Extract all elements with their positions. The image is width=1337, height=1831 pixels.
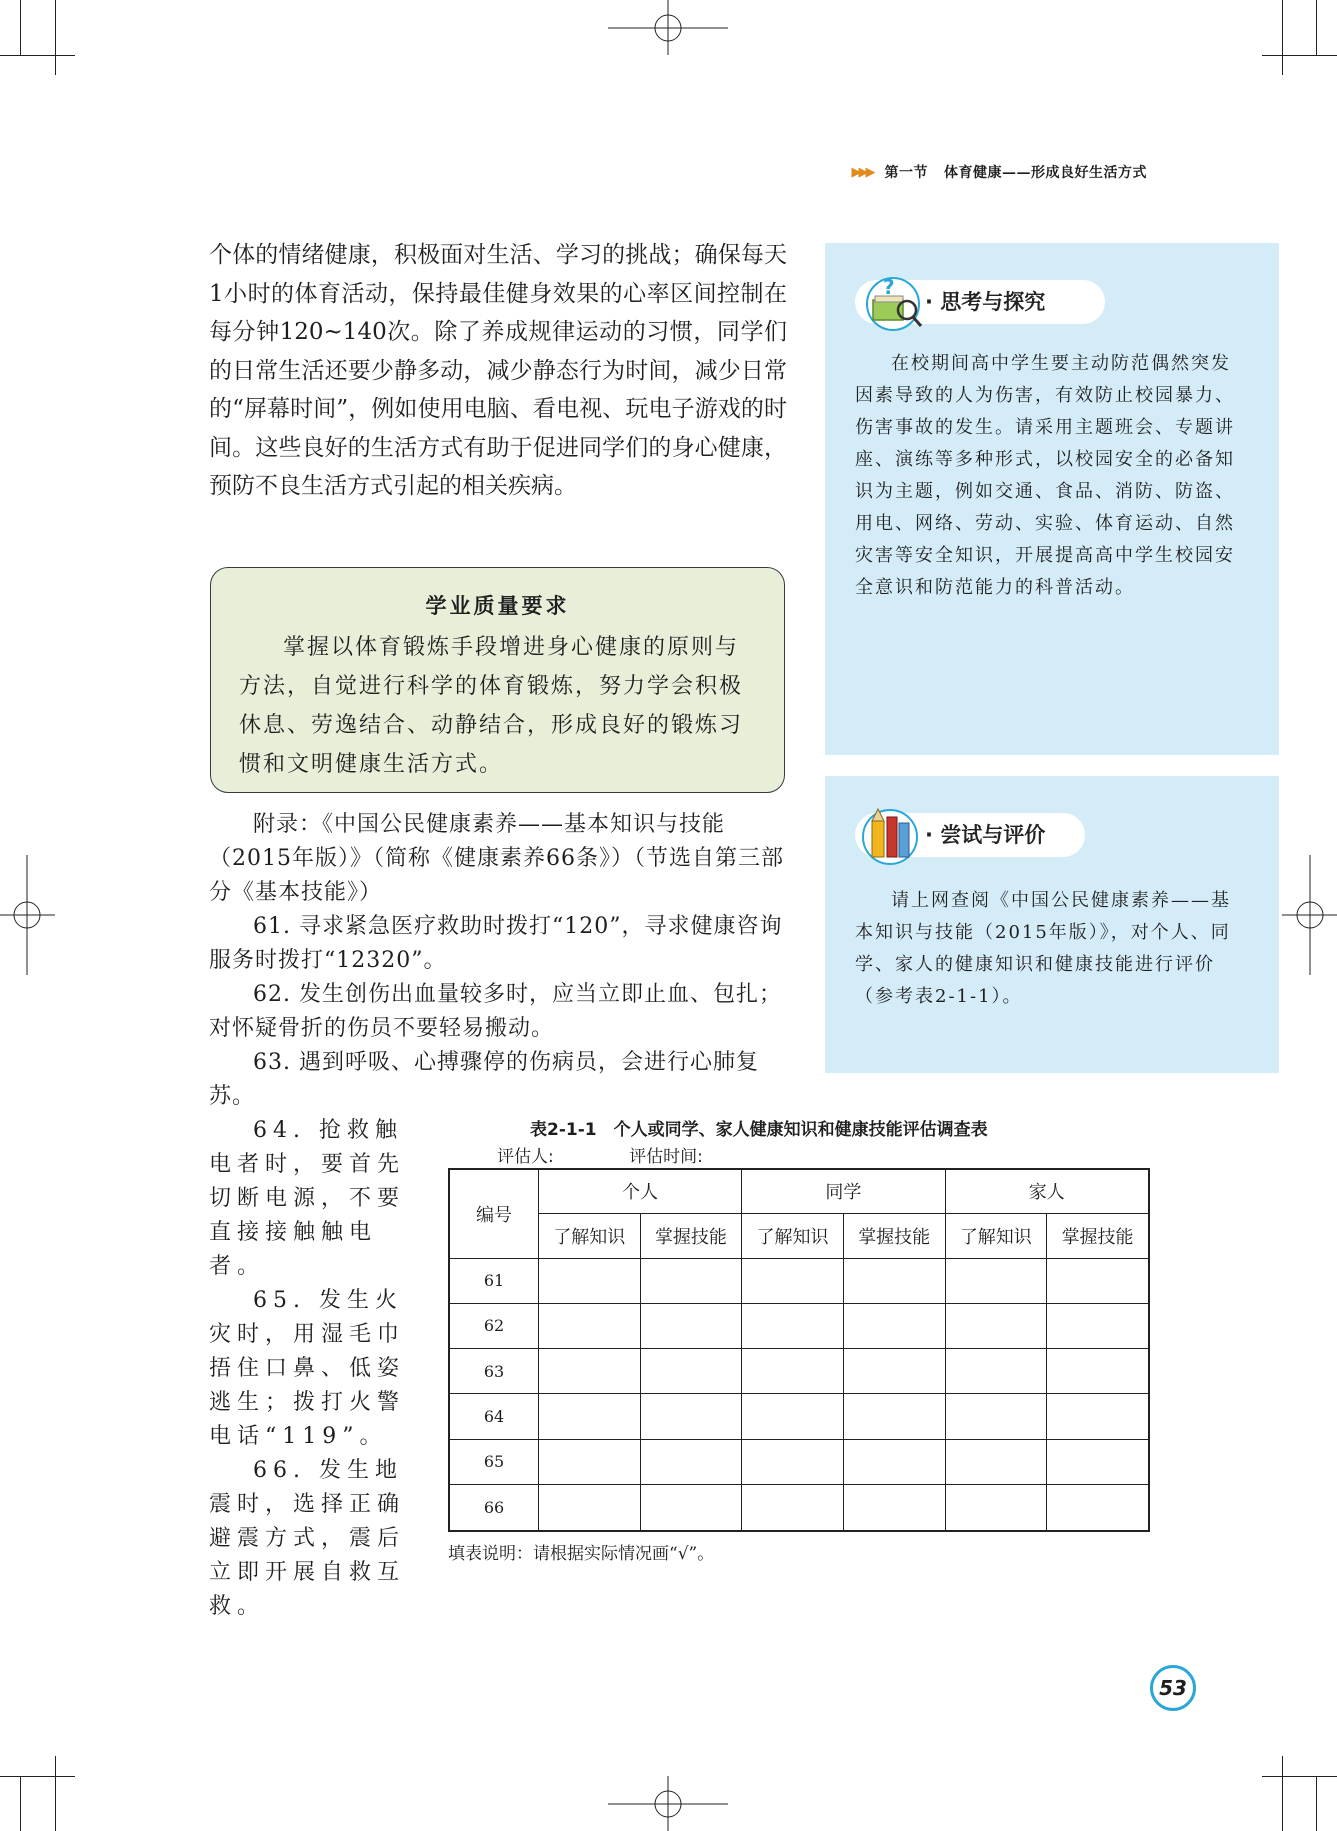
table-cell[interactable] (945, 1349, 1047, 1394)
think-box-title: · 思考与探究 (925, 290, 1046, 314)
table-cell[interactable] (1047, 1349, 1149, 1394)
table-cell[interactable] (640, 1349, 742, 1394)
table-note: 填表说明：请根据实际情况画“√”。 (448, 1544, 715, 1564)
table-cell[interactable] (539, 1439, 641, 1484)
try-box-title: · 尝试与评价 (925, 823, 1046, 847)
table-cell[interactable] (539, 1349, 641, 1394)
group-header-self: 个人 (539, 1169, 742, 1213)
table-cell[interactable] (945, 1394, 1047, 1439)
crop-mark (20, 1776, 21, 1831)
table-cell[interactable] (539, 1484, 641, 1531)
table-cell[interactable] (539, 1258, 641, 1303)
group-header-family: 家人 (945, 1169, 1149, 1213)
table-row (449, 1349, 1149, 1394)
subheader-knowledge: 了解知识 (539, 1213, 641, 1258)
table-row (449, 1439, 1149, 1484)
quality-box-title: 学业质量要求 (425, 594, 570, 618)
table-cell[interactable] (843, 1349, 945, 1394)
table-cell[interactable] (640, 1484, 742, 1531)
crop-mark (0, 55, 75, 56)
triple-arrow-icon: ▶▶▶ (851, 164, 873, 180)
evaluation-meta (497, 1142, 703, 1167)
row-id: 65 (449, 1439, 539, 1484)
table-cell[interactable] (843, 1439, 945, 1484)
table-row (449, 1258, 1149, 1303)
crop-mark (1316, 1776, 1317, 1831)
row-id: 63 (449, 1349, 539, 1394)
registration-mark (1277, 855, 1337, 975)
crop-mark (1316, 0, 1317, 55)
try-box-header (825, 801, 1279, 871)
svg-text:?: ? (883, 275, 895, 299)
table-title: 表2-1-1 个人或同学、家人健康知识和健康技能评估调查表 (530, 1120, 988, 1140)
table-cell[interactable] (945, 1258, 1047, 1303)
header-title: 体育健康——形成良好生活方式 (944, 165, 1147, 181)
magnifier-book-icon (855, 270, 925, 340)
crop-mark (55, 0, 56, 75)
body-text (209, 236, 787, 506)
crop-mark (1262, 1776, 1337, 1777)
crop-mark (20, 0, 21, 55)
table-cell[interactable] (742, 1258, 844, 1303)
appendix-item-65: 65. 发生火灾时，用湿毛巾捂住口鼻、低姿逃生；拨打火警电话“119”。 (209, 1288, 406, 1449)
row-id: 62 (449, 1303, 539, 1348)
row-id: 61 (449, 1258, 539, 1303)
table-cell[interactable] (742, 1394, 844, 1439)
quality-box-body: 掌握以体育锻炼手段增进身心健康的原则与方法，自觉进行科学的体育锻炼，努力学会积极休息、劳逸结合、动静结合，形成良好的锻炼习惯和文明健康生活方式。 (239, 635, 744, 777)
try-evaluate-box (825, 776, 1279, 1073)
table-cell[interactable] (539, 1303, 641, 1348)
crop-mark (55, 1756, 56, 1831)
crop-mark (1262, 55, 1337, 56)
table-cell[interactable] (539, 1394, 641, 1439)
crop-mark (1282, 0, 1283, 75)
health-evaluation-table (448, 1168, 1150, 1532)
think-box-header (825, 268, 1279, 338)
subheader-skill: 掌握技能 (843, 1213, 945, 1258)
table-cell[interactable] (1047, 1303, 1149, 1348)
table-cell[interactable] (742, 1439, 844, 1484)
body-paragraph: 个体的情绪健康，积极面对生活、学习的挑战；确保每天1小时的体育活动，保持最佳健身效果的心率区间控制在每分钟120~140次。除了养成规律运动的习惯，同学们的日常生活还要少静多动，减少静态行为时间，减少日常的“屏幕时间”，例如使用电脑、看电视、玩电子游戏的时间。这些良好的生活方式有助于促进同学们的身心健康，预防不良生活方式引起的相关疾病。 (209, 242, 787, 499)
running-header (852, 162, 1148, 182)
table-cell[interactable] (945, 1439, 1047, 1484)
appendix-item-61: 61. 寻求紧急医疗救助时拨打“120”，寻求健康咨询服务时拨打“12320”。 (209, 914, 783, 973)
subheader-knowledge: 了解知识 (945, 1213, 1047, 1258)
appendix-item-66: 66. 发生地震时，选择正确避震方式，震后立即开展自救互救。 (209, 1458, 406, 1619)
subheader-skill: 掌握技能 (1047, 1213, 1149, 1258)
table-row (449, 1484, 1149, 1531)
appendix-intro: 附录：《中国公民健康素养——基本知识与技能（2015年版）》（简称《健康素养66条》）（节选自第三部分《基本技能》） (209, 812, 784, 905)
table-cell[interactable] (742, 1349, 844, 1394)
appendix-item-64: 64. 抢救触电者时，要首先切断电源，不要直接接触触电者。 (209, 1118, 406, 1279)
try-box-body: 请上网查阅《中国公民健康素养——基本知识与技能（2015年版）》，对个人、同学、家人的健康知识和健康技能进行评价（参考表2-1-1）。 (855, 890, 1231, 1007)
table-cell[interactable] (640, 1303, 742, 1348)
crop-mark (1282, 1756, 1283, 1831)
crop-mark (0, 1776, 75, 1777)
table-cell[interactable] (742, 1303, 844, 1348)
evaluator-label: 评估人: (497, 1147, 554, 1167)
appendix-item-63: 63. 遇到呼吸、心搏骤停的伤病员，会进行心肺复苏。 (209, 1050, 759, 1109)
table-cell[interactable] (843, 1394, 945, 1439)
think-explore-box (825, 243, 1279, 755)
table-cell[interactable] (1047, 1484, 1149, 1531)
evaluation-time-label: 评估时间: (629, 1147, 703, 1167)
table-cell[interactable] (640, 1394, 742, 1439)
table-cell[interactable] (640, 1439, 742, 1484)
table-cell[interactable] (843, 1303, 945, 1348)
think-box-body: 在校期间高中学生要主动防范偶然突发因素导致的人为伤害，有效防止校园暴力、伤害事故的发生。请采用主题班会、专题讲座、演练等多种形式，以校园安全的必备知识为主题，例如交通、食品、消防、防盗、用电、网络、劳动、实验、体育运动、自然灾害等安全知识，开展提高高中学生校园安全意识和防范能力的科普活动。 (855, 353, 1235, 598)
table-cell[interactable] (1047, 1439, 1149, 1484)
group-header-classmate: 同学 (742, 1169, 945, 1213)
table-cell[interactable] (843, 1258, 945, 1303)
registration-mark (0, 855, 60, 975)
header-section: 第一节 (884, 165, 928, 181)
pencil-ruler-icon (855, 803, 925, 873)
page-number: 53 (1150, 1665, 1196, 1711)
quality-requirement-box (210, 567, 785, 793)
table-cell[interactable] (1047, 1258, 1149, 1303)
table-cell[interactable] (640, 1258, 742, 1303)
registration-mark (608, 0, 728, 60)
table-cell[interactable] (843, 1484, 945, 1531)
table-row (449, 1394, 1149, 1439)
registration-mark (608, 1771, 728, 1831)
column-header-id: 编号 (449, 1169, 539, 1258)
table-cell[interactable] (945, 1303, 1047, 1348)
table-cell[interactable] (742, 1484, 844, 1531)
table-row (449, 1303, 1149, 1348)
table-cell[interactable] (945, 1484, 1047, 1531)
row-id: 64 (449, 1394, 539, 1439)
row-id: 66 (449, 1484, 539, 1531)
appendix-item-62: 62. 发生创伤出血量较多时，应当立即止血、包扎；对怀疑骨折的伤员不要轻易搬动。 (209, 982, 782, 1041)
table-cell[interactable] (1047, 1394, 1149, 1439)
subheader-knowledge: 了解知识 (742, 1213, 844, 1258)
subheader-skill: 掌握技能 (640, 1213, 742, 1258)
